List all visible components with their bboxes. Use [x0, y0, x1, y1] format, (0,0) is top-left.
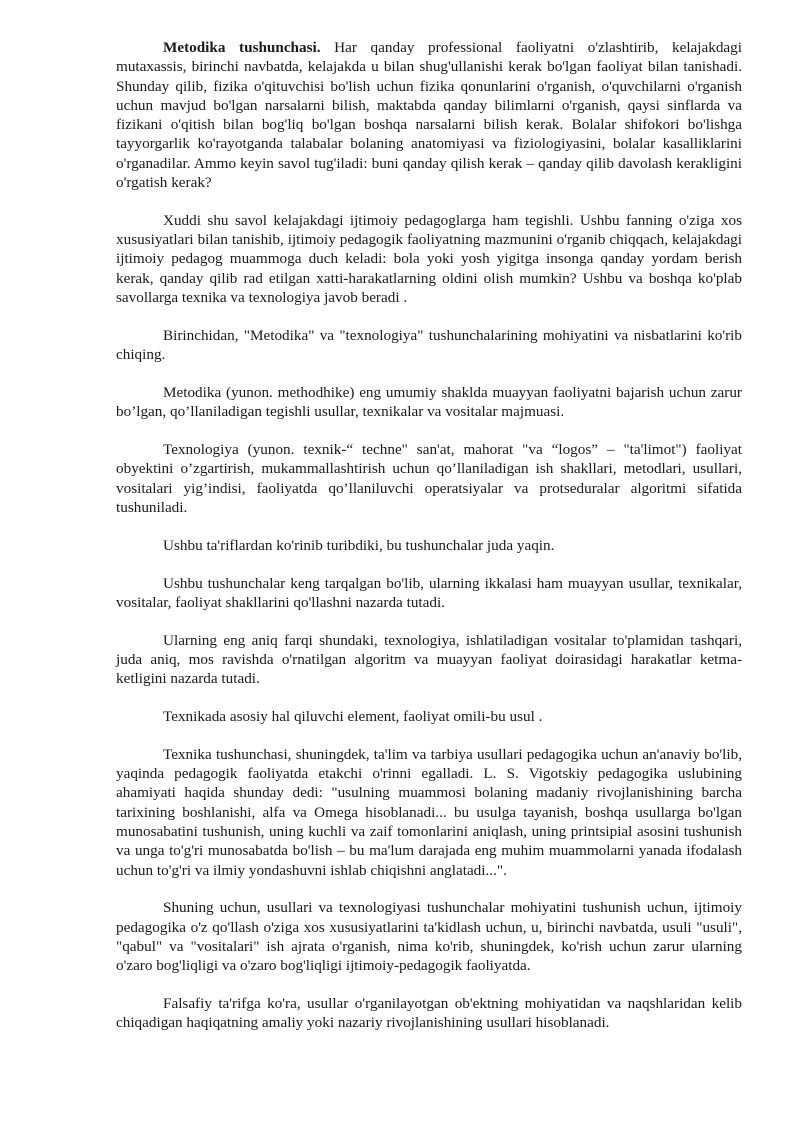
paragraph: Texnika tushunchasi, shuningdek, ta'lim va tarbiya usullari pedagogika uchun an'anaviy bo'lib, yaqinda pedagogik faoliyatda etakchi o'rinni egalladi. L. S. Vigotskiy pedagogika uslubining ahamiyati haqida shunday dedi: "usulning muammosi bolaning madaniy rivojlanishining barcha tarixining boshlanishi, alfa va Omega hisoblanadi... bu usulga tayanish, boshqa usullarga bo'lgan munosabatini tushunish, uning kuchli va zaif tomonlarini aniqlash, uning printsipial asosini tushunish va unga to'g'ri munosabatda bo'lish – bu ma'lum darajada eng muhim muammolarni yanada ifodalash uchun to'g'ri va ilmiy yondashuvni ishlab chiqishni anglatadi...". [116, 745, 742, 879]
paragraph: Birinchidan, "Metodika" va "texnologiya" tushunchalarining mohiyatini va nisbatlarini ko'rib chiqing. [116, 326, 742, 364]
paragraph: Texnologiya (yunon. texnik-“ techne" san'at, mahorat "va “logos” – "ta'limot") faoliyat obyektini o’zgartirish, mukammallashtirish uchun qo’llaniladigan ish shakllari, metodlari, usullari, vositalari yig’indisi, faoliyatda qo’llaniluvchi operatsiyalar va protseduralar algoritmi sifatida tushuniladi. [116, 441, 742, 516]
paragraph-text: Har qanday professional faoliyatni o'zlashtirib, kelajakdagi mutaxassis, birinchi navbatda, kelajakda u bilan shug'ullanishi kerak bo'lgan faoliyat bilan tanishadi. Shunday qilib, fizika o'qituvchisi bo'lish uchun fizika qonunlarini o'rganish, o'quvchilarni o'rganish uchun mavjud bo'lgan narsalarni bilish, maktabda qanday bilimlarni o'rganish, qaysi sinflarda va fizikani o'qitish bilan bog'liq bo'lgan boshqa narsalarni bilish kerak. Bolalar shifokori bo'lishga tayyorgarlik ko'rayotganda talabalar bolaning anatomiyasi va fiziologiyasini, bolalar kasalliklarini o'rganadilar. Ammo keyin savol tug'iladi: buni qanday qilish kerak – qanday qilib davolash kerakligini o'rgatish kerak? [116, 39, 742, 192]
paragraph: Falsafiy ta'rifga ko'ra, usullar o'rganilayotgan ob'ektning mohiyatidan va naqshlaridan kelib chiqadigan haqiqatning amaliy yoki nazariy rivojlanishining usullari hisoblanadi. [116, 995, 742, 1032]
paragraph: Ushbu ta'riflardan ko'rinib turibdiki, bu tushunchalar juda yaqin. [163, 536, 555, 554]
document-page [116, 38, 742, 1051]
paragraph: Ularning eng aniq farqi shundaki, texnologiya, ishlatiladigan vositalar to'plamidan tashqari, juda aniq, mos ravishda o'rnatilgan algoritm va muayyan faoliyat doirasidagi harakatlar ketma-ketligini nazarda tutadi. [116, 631, 742, 688]
paragraph: Xuddi shu savol kelajakdagi ijtimoiy pedagoglarga ham tegishli. Ushbu fanning o'ziga xos xususiyatlari bilan tanishib, ijtimoiy pedagogik faoliyatning mazmunini o'rganib chiqqach, kelajakdagi ijtimoiy pedagog muammoga duch keladi: bola yoki yosh yigitga insonga qanday yordam berish kerak, qanday qilib rad etilgan xatti-harakatlarning oldini olish mumkin? Ushbu va boshqa ko'plab savollarga texnika va texnologiya javob beradi . [116, 211, 742, 307]
paragraph: Ushbu tushunchalar keng tarqalgan bo'lib, ularning ikkalasi ham muayyan usullar, texnikalar, vositalar, faoliyat shakllarini qo'llashni nazarda tutadi. [116, 574, 742, 611]
paragraph-intro [116, 38, 742, 192]
paragraph: Texnikada asosiy hal qiluvchi element, faoliyat omili-bu usul . [163, 708, 543, 726]
paragraph: Shuning uchun, usullari va texnologiyasi tushunchalar mohiyatini tushunish uchun, ijtimoiy pedagogika o'z qo'llash o'ziga xos xususiyatlarini ta'kidlash uchun, u, birinchi navbatda, usuli "usuli", "qabul" va "vositalari" ish ajrata o'rganish, nima ko'rib, shuningdek, ko'rish uchun zarur ularning o'zaro bog'liqligi va o'zaro bog'liqligi ijtimoiy-pedagogik faoliyatda. [116, 899, 742, 975]
paragraph: Metodika (yunon. methodhike) eng umumiy shaklda muayyan faoliyatni bajarish uchun zarur bo’lgan, qo’llaniladigan tegishli usullar, texnikalar va vositalar majmuasi. [116, 383, 742, 421]
intro-heading: Metodika tushunchasi. [163, 39, 321, 56]
